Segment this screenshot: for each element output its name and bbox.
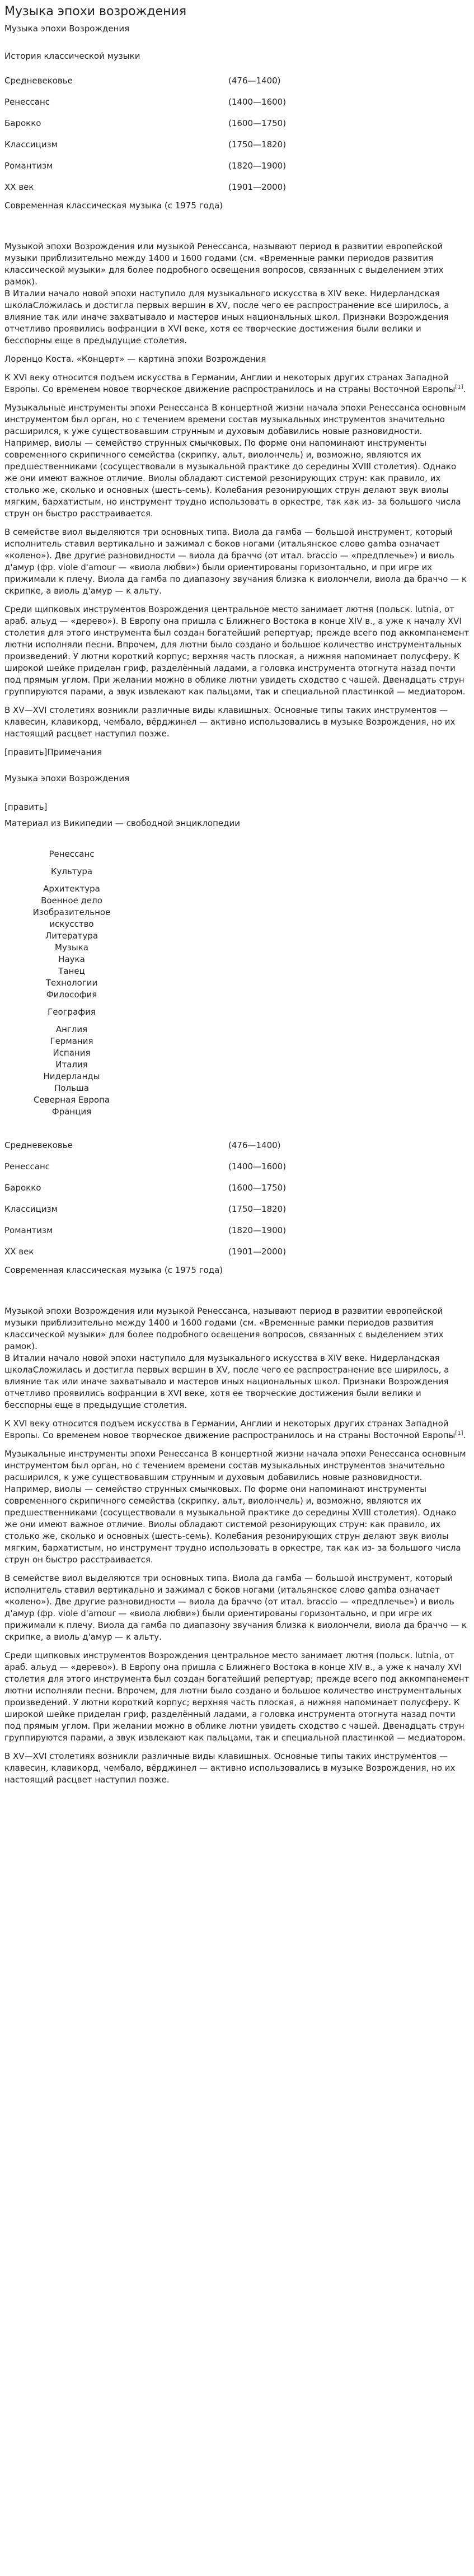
navbox-culture-link[interactable]: Литература <box>45 931 98 941</box>
navbox-culture-link[interactable]: Технологии <box>45 978 98 988</box>
period-name-link[interactable]: Ренессанс <box>4 96 50 107</box>
paragraph-lute-2: Среди щипковых инструментов Возрождения центральное место занимает лютня (польск. lutnia, от араб. альуд — «дерево»). В Европу она пришла с Ближнего Востока в конце XIV в., а уже к началу XVI столетия для этого инструмента был создан богатейший репертуар; прежде всего под аккомпанемент лютни исполняли песни. Впрочем, для лютни было создано и большое количество инструментальных произведений. У лютни короткий корпус; верхняя часть плоская, а нижняя напоминает полусферу. К широкой шейке приделан гриф, разделённый ладами, а головка инструмента отогнута назад почти под прямым углом. При желании можно в облике лютни увидеть сходство с чашей. Двенадцать струн группируются парами, а звук извлекают как пальцами, так и специальной пластинкой — медиатором. <box>4 1650 470 1743</box>
period-years: (1400—1600) <box>228 96 287 107</box>
paragraph-intro: Музыкой эпохи Возрождения или музыкой Ренессанса, называют период в развитии европейской музыки приблизительно между 1400 и 1600 годами (см. «Временные рамки периодов развития классической музыки» для более подробного освещения вопросов, связанных с выделением этих рамок). <box>4 241 444 287</box>
period-2-row <box>4 1177 286 1198</box>
paragraph-instruments: Музыкальные инструменты эпохи Ренессанса В концертной жизни начала эпохи Ренессанса основным инструментом был орган, но с течением времени состав музыкальных инструментов значительно расширился, к уже существовавшим струнным и духовым добавились новые разновидности. Например, виолы — семейство струнных смычковых. По форме они напоминают инструменты современного скрипичного семейства (скрипку, альт, виолончель) и, возможно, являются их предшественниками (сосуществовали в музыкальной практике до середины XVIII столетия). Однако же они имеют важное отличие. Виолы обладают системой резонирующих струн: как правило, их столько же, сколько и основных (шесть-семь). Колебания резонирующих струн делают звук виолы мягким, бархатистым, но инструмент трудно использовать в оркестре, так как из- за большого числа струн он быстро расстраивается. <box>4 403 466 519</box>
period-row <box>4 155 286 176</box>
navbox-geo-link[interactable]: Италия <box>55 1060 88 1070</box>
period-years: (1901—2000) <box>228 1246 287 1257</box>
paragraph-italy-2: В Италии начало новой эпохи наступило для музыкального искусства в XIV веке. Нидерландская школаСложилась и достигла первых вершин в XV, после чего ее распространение все ширилось, а влияние так или иначе захватывало и мастеров иных национальных школ. Признаки Возрождения отчетливо проявились вофранции в XVI веке, хотя ее творческие достижения были велики и бесспорны еще в предыдущие столетия. <box>4 1353 449 1410</box>
navbox-culture-link[interactable]: Изобразительное <box>32 907 111 917</box>
navbox-culture-list <box>4 883 139 1001</box>
reference-link-2[interactable]: [1] <box>455 1430 463 1436</box>
navbox-geo-list <box>4 1024 139 1118</box>
period-name-link[interactable]: XX век <box>4 181 34 192</box>
section-heading-2: Музыка эпохи Возрождения <box>4 773 130 783</box>
period-years: (1820—1900) <box>228 1225 287 1235</box>
edit-link[interactable]: [править] <box>4 802 48 812</box>
navbox-renaissance[interactable]: Ренессанс <box>49 849 95 859</box>
period-row <box>4 134 286 155</box>
period-years: (1901—2000) <box>228 181 287 192</box>
periods-table-2 <box>4 1135 286 1262</box>
period-name-link[interactable]: Романтизм <box>4 160 53 171</box>
period-years: (476—1400) <box>228 75 281 86</box>
image-caption: Лоренцо Коста. «Концерт» — картина эпохи Возрождения <box>4 354 266 364</box>
period-row <box>4 70 286 91</box>
period-years: (1400—1600) <box>228 1161 287 1172</box>
modern-music-link[interactable]: Современная классическая музыка (с 1975 года) <box>4 200 223 211</box>
period-years: (1750—1820) <box>228 1203 287 1214</box>
navbox <box>4 848 139 1118</box>
period-name-link[interactable]: Ренессанс <box>4 1161 50 1172</box>
period-name-link[interactable]: Классицизм <box>4 1203 58 1214</box>
period-2-row <box>4 1135 286 1156</box>
paragraph-text: К XVI веку относится подъем искусства в Германии, Англии и некоторых других странах Западной Европы. Со временем новое творческое движение распространилось и на страны Восточной Европы <box>4 372 456 394</box>
period-row <box>4 91 286 113</box>
paragraph-viols: В семействе виол выделяются три основных типа. Виола да гамба — большой инструмент, который исполнитель ставил вертикально и зажимал с боков ногами (итальянское слово gamba означает «колено»). Две другие разновидности — виола да браччо (от итал. braccio — «предплечье») и виоль д'амур (фр. viole d'amour — «виола любви») были ориентированы горизонтально, и при игре их прижимали к плечу. Виола да гамба по диапазону звучания близка к виолончели, виола да браччо — к скрипке, а виоль д'амур — к альту. <box>4 527 467 596</box>
navbox-culture-link[interactable]: Архитектура <box>43 884 100 894</box>
period-row <box>4 176 286 198</box>
paragraph-keyboards-2: В XV—XVI столетиях возникли различные виды клавишных. Основные типы таких инструментов — клавесин, клавикорд, чембало, вёрджинел — активно использовались в музыке Возрождения, но их настоящий расцвет наступил позже. <box>4 1751 456 1785</box>
period-name-link[interactable]: Средневековье <box>4 75 73 86</box>
navbox-culture-link[interactable]: Философия <box>46 990 97 1000</box>
period-name-link[interactable]: XX век <box>4 1246 34 1257</box>
reference-link[interactable]: [1] <box>455 384 463 390</box>
navbox-culture-link[interactable]: Танец <box>58 966 85 976</box>
period-years: (1600—1750) <box>228 1182 287 1193</box>
navbox-geo-link[interactable]: Нидерланды <box>43 1071 100 1081</box>
navbox-geo-link[interactable]: Польша <box>54 1083 89 1093</box>
paragraph-16th-century <box>4 372 470 395</box>
navbox-geo-link[interactable]: Испания <box>53 1048 91 1058</box>
period-name-link[interactable]: Средневековье <box>4 1140 73 1150</box>
history-section-1 <box>4 50 470 212</box>
period-name-link[interactable]: Романтизм <box>4 1225 53 1235</box>
navbox-culture-link[interactable]: Военное дело <box>41 895 102 906</box>
navbox-culture-link[interactable]: искусство <box>49 919 94 929</box>
navbox-culture: Культура <box>50 866 93 876</box>
period-2-row <box>4 1198 286 1220</box>
period-name-link[interactable]: Барокко <box>4 118 41 128</box>
page-title: Музыка эпохи возрождения <box>4 4 187 18</box>
navbox-geo-link[interactable]: Северная Европа <box>33 1095 110 1105</box>
period-years: (476—1400) <box>228 1140 281 1150</box>
navbox-culture-link[interactable]: Музыка <box>55 942 88 953</box>
period-2-row <box>4 1156 286 1177</box>
paragraph-keyboards: В XV—XVI столетиях возникли различные виды клавишных. Основные типы таких инструментов — клавесин, клавикорд, чембало, вёрджинел — активно использовались в музыке Возрождения, но их настоящий расцвет наступил позже. <box>4 705 456 739</box>
history-heading: История классической музыки <box>4 51 140 61</box>
paragraph-end: . <box>463 384 466 394</box>
navbox-geography: География <box>48 1007 96 1017</box>
period-2-row <box>4 1241 286 1262</box>
modern-music-link-2[interactable]: Современная классическая музыка (с 1975 года) <box>4 1265 223 1275</box>
paragraph-italy: В Италии начало новой эпохи наступило для музыкального искусства в XIV веке. Нидерландская школаСложилась и достигла первых вершин в XV, после чего ее распространение все ширилось, а влияние так или иначе захватывало и мастеров иных национальных школ. Признаки Возрождения отчетливо проявились вофранции в XVI веке, хотя ее творческие достижения были велики и бесспорны еще в предыдущие столетия. <box>4 288 449 346</box>
article-body-1 <box>4 241 470 740</box>
period-name-link[interactable]: Барокко <box>4 1182 41 1193</box>
paragraph-instruments-2: Музыкальные инструменты эпохи Ренессанса В концертной жизни начала эпохи Ренессанса основным инструментом был орган, но с течением времени состав музыкальных инструментов значительно расширился, к уже существовавшим струнным и духовым добавились новые разновидности. Например, виолы — семейство струнных смычковых. По форме они напоминают инструменты современного скрипичного семейства (скрипку, альт, виолончель) и, возможно, являются их предшественниками (сосуществовали в музыкальной практике до середины XVIII столетия). Однако же они имеют важное отличие. Виолы обладают системой резонирующих струн: как правило, их столько же, сколько и основных (шесть-семь). Колебания резонирующих струн делают звук виолы мягким, бархатистым, но инструмент трудно использовать в оркестре, так как из- за большого числа струн он быстро расстраивается. <box>4 1449 466 1565</box>
navbox-geo-link[interactable]: Франция <box>51 1107 92 1117</box>
edit-notes-link[interactable]: [править]Примечания <box>4 747 102 757</box>
page-subtitle: Музыка эпохи Возрождения <box>4 24 130 34</box>
period-name-link[interactable]: Классицизм <box>4 139 58 150</box>
paragraph-viols-2: В семействе виол выделяются три основных типа. Виола да гамба — большой инструмент, который исполнитель ставил вертикально и зажимал с боков ногами (итальянское слово gamba означает «колено»). Две другие разновидности — виола да браччо (от итал. braccio — «предплечье») и виоль д'амур (фр. viole d'amour — «виола любви») были ориентированы горизонтально, и при игре их прижимали к плечу. Виола да гамба по диапазону звучания близка к виолончели, виола да браччо — к скрипке, а виоль д'амур — к альту. <box>4 1573 467 1642</box>
history-section-2 <box>4 1135 470 1276</box>
navbox-geo-link[interactable]: Англия <box>55 1024 88 1034</box>
paragraph-end: . <box>463 1430 466 1440</box>
period-row <box>4 113 286 134</box>
navbox-culture-link[interactable]: Наука <box>58 954 85 964</box>
paragraph-16th-century-2 <box>4 1418 470 1441</box>
period-2-row <box>4 1220 286 1241</box>
paragraph-intro-2: Музыкой эпохи Возрождения или музыкой Ренессанса, называют период в развитии европейской музыки приблизительно между 1400 и 1600 годами (см. «Временные рамки периодов развития классической музыки» для более подробного освещения вопросов, связанных с выделением этих рамок). <box>4 1306 444 1351</box>
periods-table <box>4 70 286 198</box>
period-years: (1820—1900) <box>228 160 287 171</box>
period-years: (1750—1820) <box>228 139 287 150</box>
navbox-geo-link[interactable]: Германия <box>50 1036 93 1046</box>
paragraph-text: К XVI веку относится подъем искусства в Германии, Англии и некоторых других странах Западной Европы. Со временем новое творческое движение распространилось и на страны Восточной Европы <box>4 1418 456 1440</box>
paragraph-lute: Среди щипковых инструментов Возрождения центральное место занимает лютня (польск. lutnia, от араб. альуд — «дерево»). В Европу она пришла с Ближнего Востока в конце XIV в., а уже к началу XVI столетия для этого инструмента был создан богатейший репертуар; прежде всего под аккомпанемент лютни исполняли песни. Впрочем, для лютни было создано и большое количество инструментальных произведений. У лютни короткий корпус; верхняя часть плоская, а нижняя напоминает полусферу. К широкой шейке приделан гриф, разделённый ладами, а головка инструмента отогнута назад почти под прямым углом. При желании можно в облике лютни увидеть сходство с чашей. Двенадцать струн группируются парами, а звук извлекают как пальцами, так и специальной пластинкой — медиатором. <box>4 604 470 697</box>
article-body-2 <box>4 1305 470 1786</box>
from-wikipedia: Материал из Википедии — свободной энциклопедии <box>4 818 240 828</box>
period-years: (1600—1750) <box>228 118 287 128</box>
